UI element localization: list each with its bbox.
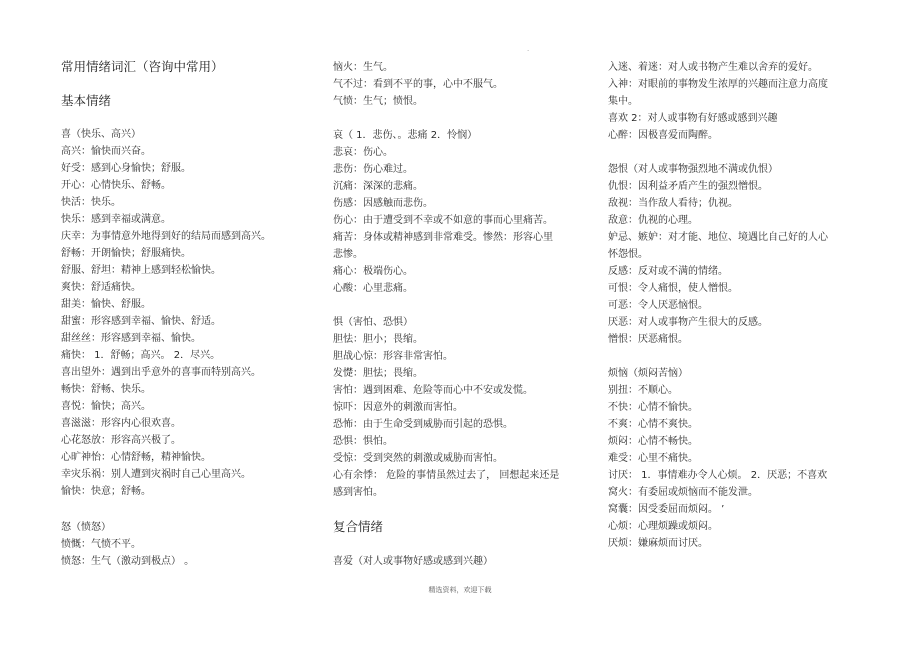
text-line: 敌意：仇视的心理。 — [608, 215, 698, 226]
text-line: 痛心：极端伤心。 — [333, 266, 413, 277]
text-line: 痛快： 1．舒畅；高兴。 2．尽兴。 — [61, 350, 221, 361]
text-line: 可恨：令人痛恨，使人憎恨。 — [608, 283, 738, 294]
text-line: 反感：反对或不满的情绪。 — [608, 266, 728, 277]
text-line: 发憷：胆怯；畏缩。 — [333, 368, 423, 379]
text-line: 敌视：当作敌人看待；仇视。 — [608, 198, 738, 209]
text-line: 伤心：由于遭受到不幸或不如意的事而心里痛苦。 — [333, 215, 553, 226]
text-line: 窝囊：因受委屈而烦闷。 ’ — [608, 504, 725, 515]
text-line: 愤慨：气愤不平。 — [61, 539, 141, 550]
text-line: 烦恼（烦闷苦恼） — [608, 368, 688, 379]
text-line: 难受：心里不痛快。 — [608, 453, 698, 464]
text-line: 喜滋滋：形容内心很欢喜。 — [61, 418, 181, 429]
text-line: 心醉：因极喜爱而陶醉。 — [608, 130, 718, 141]
text-line: 不快：心情不愉快。 — [608, 402, 698, 413]
text-line: 庆幸：为事情意外地得到好的结局而感到高兴。 — [61, 231, 271, 242]
text-line: 惧（害怕、恐惧） — [333, 317, 413, 328]
text-line: 入迷、着迷：对人或书物产生难以舍弃的爱好。 — [608, 62, 818, 73]
section-heading: 复合情绪 — [333, 519, 384, 534]
text-line: 痛苦：身体或精神感到非常难受。惨然：形容心里 — [333, 232, 553, 243]
text-line: 憎恨：厌恶痛恨。 — [608, 334, 688, 345]
text-line: 好受：感到心身愉快；舒服。 — [61, 163, 191, 174]
section-heading: 常用情绪词汇（咨询中常用） — [61, 59, 224, 74]
text-line: 集中。 — [608, 96, 638, 107]
text-line: 可恶：令人厌恶恼恨。 — [608, 300, 708, 311]
text-line: 喜爱（对人或事物好感或感到兴趣） — [333, 556, 493, 567]
text-line: 烦闷：心情不畅快。 — [608, 436, 698, 447]
text-line: 悲惨。 — [333, 249, 363, 260]
text-line: 恐惧：惧怕。 — [333, 436, 393, 447]
text-line: 快活：快乐。 — [61, 197, 121, 208]
text-line: 恐怖：由于生命受到威胁而引起的恐惧。 — [333, 419, 513, 430]
text-line: 悲伤：伤心难过。 — [333, 164, 413, 175]
text-line: 幸灾乐祸：别人遭到灾祸时自己心里高兴。 — [61, 469, 251, 480]
text-line: 喜（快乐、高兴） — [61, 129, 141, 140]
text-line: 受惊：受到突然的刺激或威胁而害怕。 — [333, 453, 503, 464]
text-line: 畅快：舒畅、快乐。 — [61, 384, 151, 395]
text-line: 胆战心惊：形容非常害怕。 — [333, 351, 453, 362]
text-line: 心旷神怡：心情舒畅，精神愉快。 — [61, 452, 211, 463]
text-line: 厌烦：嫌麻烦而讨厌。 — [608, 538, 708, 549]
text-line: 不爽：心情不爽快。 — [608, 419, 698, 430]
text-line: 沉痛：深深的悲痛。 — [333, 181, 423, 192]
text-line: 开心：心情快乐、舒畅。 — [61, 180, 171, 191]
text-line: 悲哀：伤心。 — [333, 147, 393, 158]
text-line: 高兴：愉快而兴奋。 — [61, 146, 151, 157]
section-heading: 基本情绪 — [61, 93, 112, 108]
text-line: 甜美：愉快、舒服。 — [61, 299, 151, 310]
text-line: 快乐：感到幸福或满意。 — [61, 214, 171, 225]
text-line: 心花怒放：形容高兴极了。 — [61, 435, 181, 446]
text-line: 仇恨：因利益矛盾产生的强烈憎恨。 — [608, 181, 768, 192]
text-line: 害怕：遇到困难、危险等而心中不安或发慌。 — [333, 385, 533, 396]
text-line: 入神：对眼前的事物发生浓厚的兴趣而注意力高度 — [608, 79, 828, 90]
header-mark: · — [527, 47, 530, 55]
text-line: 愤怒：生气（激动到极点） 。 — [61, 556, 195, 567]
text-line: 厌恶：对人或事物产生很大的反感。 — [608, 317, 768, 328]
page-footer: 精选资料，欢迎下载 — [428, 586, 492, 594]
text-line: 怀怨恨。 — [608, 249, 648, 260]
text-line: 爽快：舒适痛快。 — [61, 282, 141, 293]
text-line: 窝火：有委屈或烦恼而不能发泄。 — [608, 487, 758, 498]
text-line: 甜丝丝：形容感到幸福、愉快。 — [61, 333, 201, 344]
text-line: 心烦：心理烦躁或烦闷。 — [608, 521, 718, 532]
text-line: 感到害怕。 — [333, 487, 383, 498]
text-line: 舒畅：开朗愉快；舒服痛快。 — [61, 248, 191, 259]
text-line: 气不过：看到不平的事，心中不服气。 — [333, 79, 503, 90]
text-line: 心酸：心里悲痛。 — [333, 283, 413, 294]
text-line: 舒服、舒坦：精神上感到轻松愉快。 — [61, 265, 221, 276]
text-line: 妒忌、嫉妒：对才能、地位、境遇比自己好的人心 — [608, 232, 828, 243]
text-line: 心有余悸： 危险的事情虽然过去了， 回想起来还是 — [333, 470, 560, 481]
text-line: 怒（愤怒） — [61, 522, 111, 533]
text-line: 讨厌： 1．事情难办令人心烦。 2．厌恶；不喜欢 — [608, 470, 828, 481]
text-line: 胆怯：胆小；畏缩。 — [333, 334, 423, 345]
text-line: 气愤：生气；愤恨。 — [333, 96, 423, 107]
text-line: 喜欢 2：对人或事物有好感或感到兴趣 — [608, 113, 778, 124]
text-line: 喜悦：愉快；高兴。 — [61, 401, 151, 412]
text-line: 别扭：不顺心。 — [608, 385, 678, 396]
text-line: 愉快：快意；舒畅。 — [61, 486, 151, 497]
text-line: 喜出望外：遇到出乎意外的喜事而特别高兴。 — [61, 367, 261, 378]
text-line: 伤感：因感触而悲伤。 — [333, 198, 433, 209]
text-line: 怨恨（对人或事物强烈地不满或仇恨） — [608, 164, 778, 175]
text-line: 惊吓：因意外的刺激而害怕。 — [333, 402, 463, 413]
text-line: 恼火：生气。 — [333, 62, 393, 73]
text-line: 甜蜜：形容感到幸福、愉快、舒适。 — [61, 316, 221, 327]
text-line: 哀（ 1．悲伤、。悲痛 2．怜悯） — [333, 130, 478, 141]
